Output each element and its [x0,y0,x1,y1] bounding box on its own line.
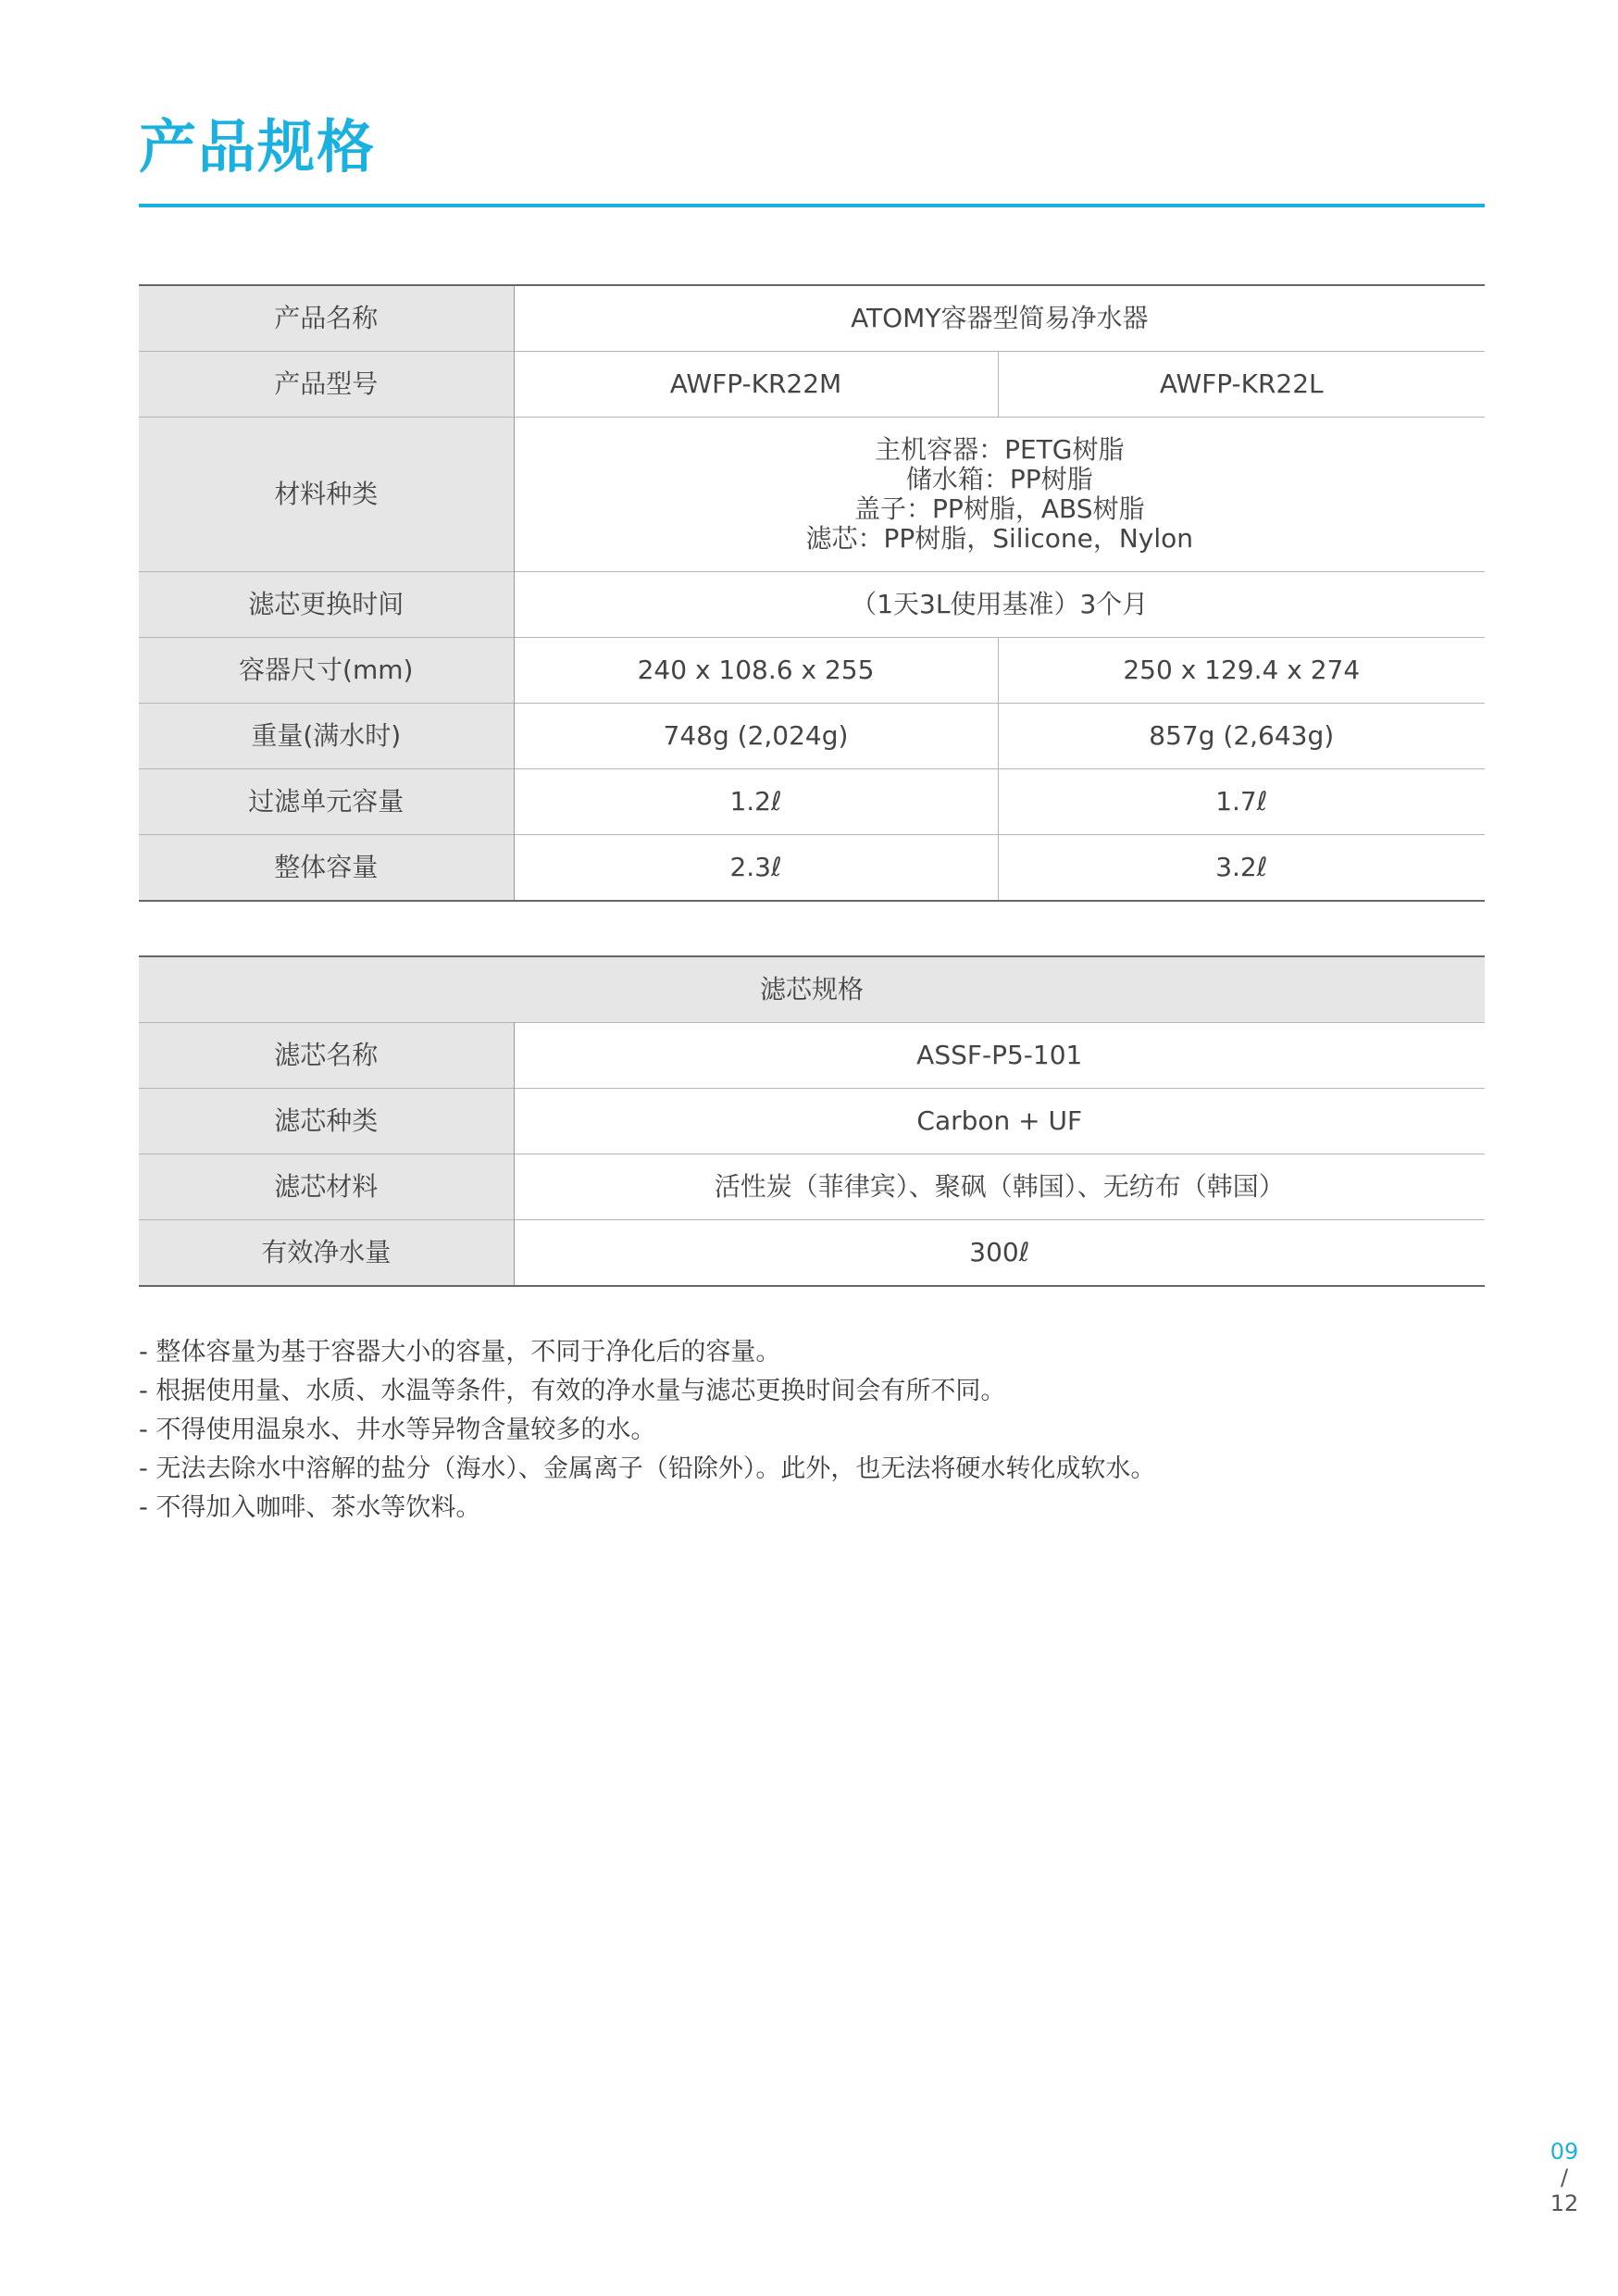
spec-row-model [139,352,1485,418]
spec-value: （1天3L使用基准）3个月 [514,572,1485,638]
spec-value-l: 3.2ℓ [998,835,1485,902]
filter-label: 有效净水量 [139,1220,514,1287]
spec-label: 重量(满水时) [139,704,514,769]
filter-label: 滤芯种类 [139,1089,514,1154]
filter-value: Carbon + UF [514,1089,1485,1154]
page-separator: / [1560,2165,1569,2190]
spec-row-filter-capacity [139,769,1485,835]
filter-value: 300ℓ [514,1220,1485,1287]
spec-value-m: 1.2ℓ [514,769,998,835]
spec-row-name [139,285,1485,352]
spec-label: 材料种类 [139,418,514,572]
spec-row-total-capacity [139,835,1485,902]
filter-label: 滤芯材料 [139,1154,514,1220]
page-number [1537,2139,1592,2216]
spec-label: 产品名称 [139,285,514,352]
notes-list [139,1333,1485,1528]
spec-value-m: 748g (2,024g) [514,704,998,769]
filter-label: 滤芯名称 [139,1023,514,1089]
spec-row-weight [139,704,1485,769]
filter-row-type [139,1089,1485,1154]
filter-row-name [139,1023,1485,1089]
spec-label: 容器尺寸(mm) [139,638,514,704]
note-item: - 整体容量为基于容器大小的容量，不同于净化后的容量。 [139,1338,781,1366]
material-line: 主机容器：PETG树脂 [875,434,1125,465]
filter-value: ASSF-P5-101 [514,1023,1485,1089]
material-line: 储水箱：PP树脂 [905,464,1093,494]
spec-value-l: 250 x 129.4 x 274 [998,638,1485,704]
spec-value-l: 857g (2,643g) [998,704,1485,769]
title-divider [139,204,1485,207]
page-current: 09 [1550,2139,1579,2165]
filter-row-material [139,1154,1485,1220]
spec-value-m: 240 x 108.6 x 255 [514,638,998,704]
material-line: 盖子：PP树脂，ABS树脂 [854,493,1145,524]
page-title: 产品规格 [139,113,377,181]
filter-table-header: 滤芯规格 [139,956,1485,1023]
note-item: - 不得使用温泉水、井水等异物含量较多的水。 [139,1416,656,1444]
note-item: - 根据使用量、水质、水温等条件，有效的净水量与滤芯更换时间会有所不同。 [139,1377,1006,1405]
note-item: - 无法去除水中溶解的盐分（海水）、金属离子（铅除外）。此外，也无法将硬水转化成软水。 [139,1454,1156,1483]
spec-label: 过滤单元容量 [139,769,514,835]
page-total: 12 [1550,2190,1579,2216]
spec-label: 整体容量 [139,835,514,902]
material-line: 滤芯：PP树脂，Silicone，Nylon [805,523,1194,554]
spec-row-replace [139,572,1485,638]
product-spec-table [139,284,1485,902]
spec-row-material [139,418,1485,572]
note-item: - 不得加入咖啡、茶水等饮料。 [139,1493,481,1522]
spec-value-l: 1.7ℓ [998,769,1485,835]
spec-value: ATOMY容器型简易净水器 [851,303,1149,334]
spec-value-l: AWFP-KR22L [998,352,1485,418]
spec-label: 产品型号 [139,352,514,418]
filter-spec-table [139,955,1485,1287]
filter-value: 活性炭（菲律宾）、聚砜（韩国）、无纺布（韩国） [514,1154,1485,1220]
filter-row-volume [139,1220,1485,1287]
spec-value-material [514,418,1485,572]
filter-header-row [139,956,1485,1023]
spec-value-m: AWFP-KR22M [514,352,998,418]
spec-label: 滤芯更换时间 [139,572,514,638]
spec-value-m: 2.3ℓ [514,835,998,902]
spec-row-size [139,638,1485,704]
